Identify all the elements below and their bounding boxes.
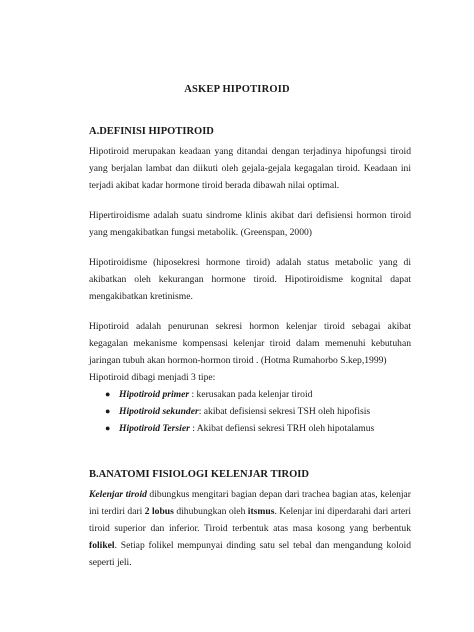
section-a-heading: A.DEFINISI HIPOTIROID (89, 126, 214, 137)
section-b-heading: B.ANATOMI FISIOLOGI KELENJAR TIROID (89, 469, 309, 480)
list-item (105, 386, 411, 403)
bullet-icon: ● (105, 406, 111, 416)
bullet-icon: ● (105, 389, 111, 399)
document-body (89, 124, 411, 571)
paragraph-definition-3: Hipotiroidisme (hiposekresi hormone tiroid) adalah status metabolic yang di akibatkan oleh kekurangan hormone tiroid. Hipotiroidisme kognital dapat mengakibatkan kretinisme. (89, 257, 411, 302)
type-term: Hipotiroid primer (119, 389, 190, 400)
term-2-lobus: 2 lobus (144, 506, 174, 517)
anatomy-text-2: dihubungkan oleh (173, 506, 248, 517)
type-desc: : kerusakan pada kelenjar tiroid (189, 389, 313, 400)
types-intro: Hipotiroid dibagi menjadi 3 tipe: (89, 372, 216, 383)
type-desc: : Akibat defiensi sekresi TRH oleh hipotalamus (189, 423, 375, 434)
term-folikel: folikel (89, 540, 115, 551)
paragraph-anatomy (89, 486, 411, 571)
document-title: ASKEP HIPOTIROID (184, 84, 290, 95)
type-term: Hipotiroid sekunder (119, 406, 199, 417)
anatomy-text-4: . Setiap folikel mempunyai dinding satu sel tebal dan mengandung koloid seperti jeli. (89, 540, 411, 568)
term-kelenjar-tiroid: Kelenjar tiroid (89, 489, 147, 500)
types-list (89, 386, 411, 437)
paragraph-definition-2: Hipertiroidisme adalah suatu sindrome klinis akibat dari defisiensi hormon tiroid yang mengakibatkan fungsi metabolik. (Greenspan, 2000) (89, 210, 411, 238)
list-item (105, 420, 411, 437)
type-term: Hipotiroid Tersier (119, 423, 190, 434)
paragraph-definition-4: Hipotiroid adalah penurunan sekresi hormon kelenjar tiroid sebagai akibat kegagalan mekanisme kompensasi kelenjar tiroid dalam memenuhi kebutuhan jaringan tubuh akan hormon-hormon tiroid . (Hotma Rumahorbo S.kep,1999) (89, 321, 411, 366)
term-itsmus: itsmus (247, 506, 275, 517)
anatomy-text-3: . Kelenjar ini diperdarahi dari arteri tiroid superior dan inferior. Tiroid terbentuk atas masa kosong yang berbentuk (89, 506, 411, 534)
list-item (105, 403, 411, 420)
bullet-icon: ● (105, 423, 111, 433)
anatomy-text-1: dibungkus mengitari bagian depan dari trachea bagian atas, kelenjar ini terdiri dari (89, 489, 411, 517)
paragraph-definition-1: Hipotiroid merupakan keadaan yang ditandai dengan terjadinya hipofungsi tiroid yang berjalan lambat dan diikuti oleh gejala-gejala kegagalan tiroid. Keadaan ini terjadi akibat kadar hormone tiroid berada dibawah nilai optimal. (89, 146, 411, 191)
type-desc: : akibat defisiensi sekresi TSH oleh hipofisis (198, 406, 371, 417)
